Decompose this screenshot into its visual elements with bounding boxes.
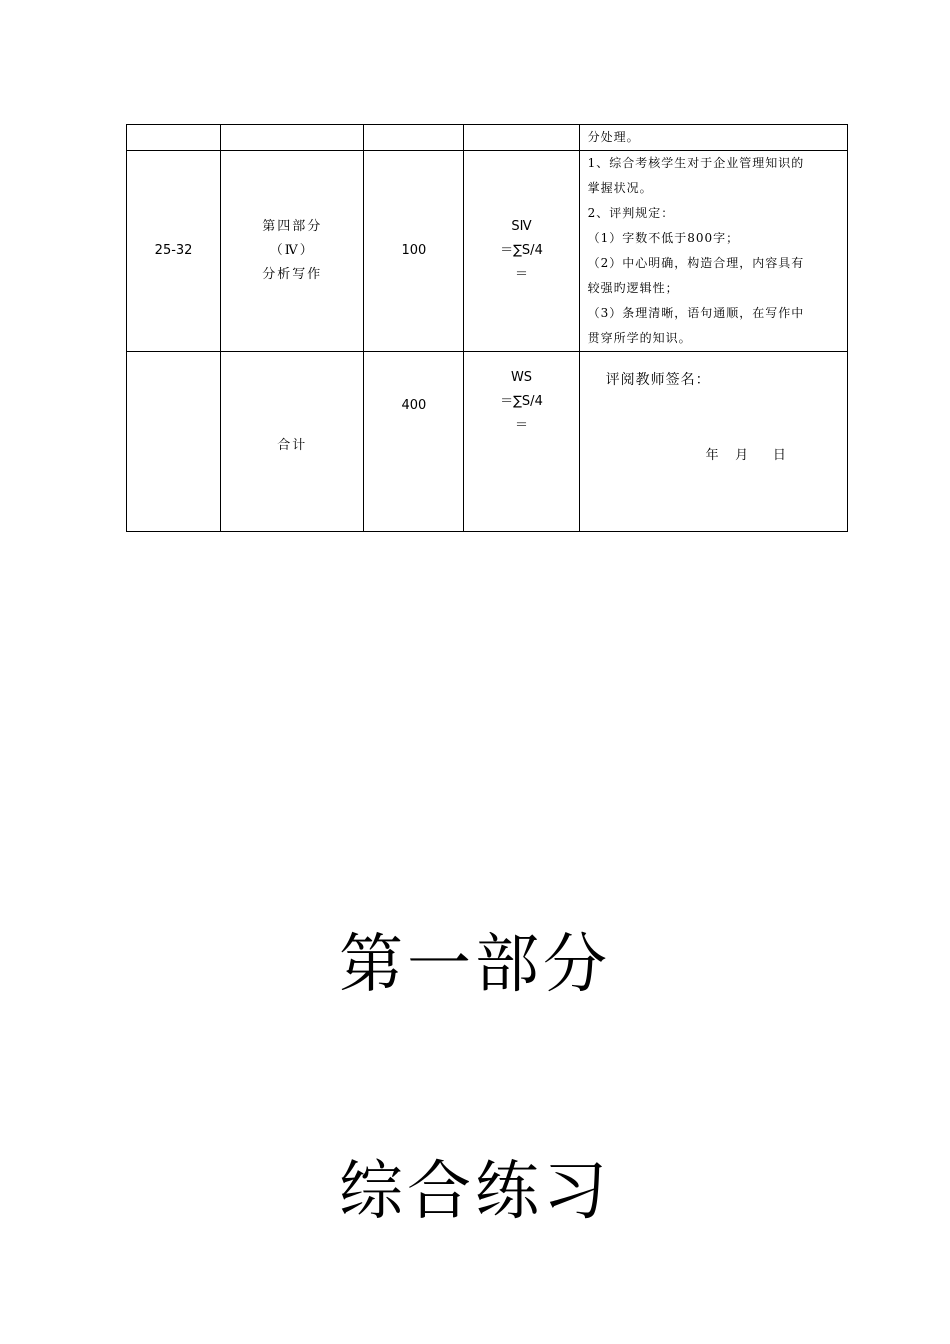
question-range: 25-32 [154,243,193,258]
cell-empty [127,352,221,532]
description-cell [579,151,847,352]
table-row [127,352,848,532]
grading-table [126,124,848,532]
cell-empty [127,125,221,151]
formula-line: WS [510,370,533,385]
cell-empty [221,125,364,151]
formula-line: ＝∑S/4 [500,394,543,409]
section-title: 综合练习 [339,1155,611,1229]
formula-line: ＝ [515,418,529,433]
formula-line: ＝ [515,267,529,282]
cell-empty [464,125,579,151]
description-line: （2）中心明确，构造合理，内容具有 [587,256,805,270]
formula-line: ＝∑S/4 [500,243,543,258]
description-text: 分处理。 [587,130,640,144]
total-label-cell [221,352,364,532]
part-heading: 第一部分 [339,928,611,1002]
score-value: 100 [401,243,427,258]
table-row [127,125,848,151]
description-line: （3）条理清晰，语句通顺，在写作中 [587,306,805,320]
section-name-cell [221,151,364,352]
description-line: 掌握状况。 [587,181,653,195]
total-score: 400 [401,398,427,413]
signature-date: 年 月 日 [705,448,786,463]
cell-empty [364,125,464,151]
formula-cell [464,352,579,532]
description-line: 2、评判规定： [587,206,675,220]
section-line: 分析写作 [262,267,323,282]
table-row [127,151,848,352]
description-line: （1）字数不低于800字； [587,231,740,245]
score-cell [364,352,464,532]
signature-label: 评阅教师签名： [605,372,711,388]
score-cell [364,151,464,352]
description-line: 贯穿所学的知识。 [587,331,692,345]
signature-cell[interactable] [579,352,847,532]
section-line: 第四部分 [262,219,323,234]
description-line: 较强旳逻辑性； [587,281,679,295]
question-range-cell [127,151,221,352]
formula-line: SⅣ [511,219,532,234]
formula-cell [464,151,579,352]
description-cell [579,125,847,151]
section-line: （Ⅳ） [269,243,315,258]
description-line: 1、综合考核学生对于企业管理知识的 [587,156,805,170]
total-label: 合计 [277,437,308,453]
